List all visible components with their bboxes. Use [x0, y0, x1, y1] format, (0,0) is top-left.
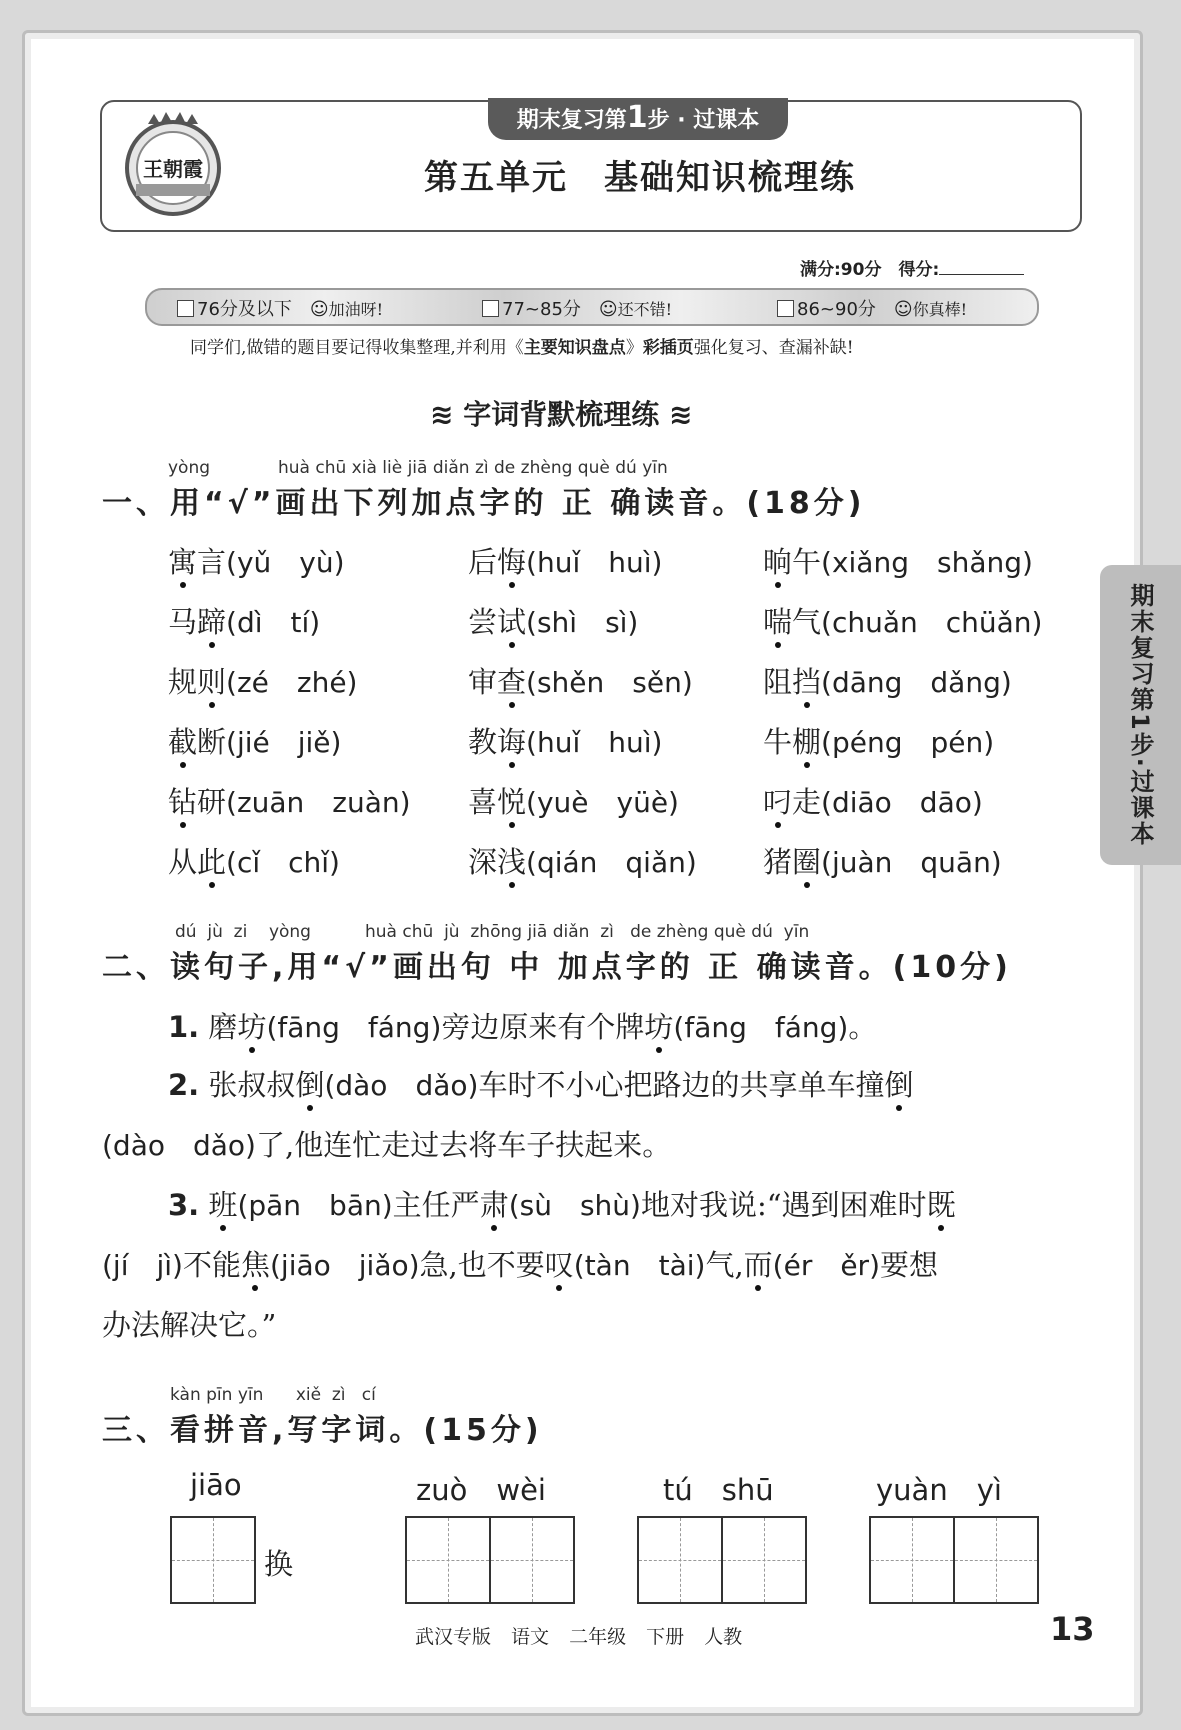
pinyin-annotation: kàn pīn yīn xiě zì cí: [170, 1385, 376, 1405]
writing-grid-4[interactable]: [869, 1516, 1039, 1604]
reading-item[interactable]: 牛棚(péng pén): [763, 725, 995, 759]
sentence-3-end: 办法解决它。”: [102, 1308, 277, 1342]
reading-item[interactable]: 截断(jié jiě): [168, 725, 342, 759]
smile-icon: ☺: [309, 299, 329, 320]
section-heading: ≋ 字词背默梳理练 ≋: [430, 398, 693, 431]
study-note: 同学们,做错的题目要记得收集整理,并利用《主要知识盘点》彩插页强化复习、查漏补缺!: [190, 338, 854, 358]
writing-grid-3[interactable]: [637, 1516, 807, 1604]
sentence-2: 2. 张叔叔倒(dào dǎo)车时不小心把路边的共享单车撞倒: [168, 1068, 914, 1102]
page-title: 第五单元 基础知识梳理练: [424, 158, 856, 198]
score-line: 满分:90分 得分:: [800, 255, 1024, 280]
reading-item[interactable]: 阻挡(dāng dǎng): [763, 665, 1012, 699]
sentence-3: 3. 班(pān bān)主任严肃(sù shù)地对我说:“遇到困难时既: [168, 1188, 956, 1222]
word-pinyin: yuàn yì: [876, 1473, 1002, 1507]
pinyin-annotation: yòng: [168, 458, 211, 478]
reading-item[interactable]: 猪圈(juàn quān): [763, 845, 1002, 879]
sentence-3-cont: (jí jì)不能焦(jiāo jiǎo)急,也不要叹(tàn tài)气,而(ér ěr)要想: [102, 1248, 939, 1282]
level-2[interactable]: 77~85分 ☺还不错!: [482, 295, 672, 321]
level-1[interactable]: 76分及以下 ☺加油呀!: [177, 295, 383, 321]
reading-item[interactable]: 尝试(shì sì): [468, 605, 639, 639]
reading-item[interactable]: 喘气(chuǎn chüǎn): [763, 605, 1043, 639]
reading-item[interactable]: 晌午(xiǎng shǎng): [763, 545, 1033, 579]
svg-text:王朝霞: 王朝霞: [143, 157, 203, 181]
word-pinyin: tú shū: [663, 1473, 774, 1507]
reading-item[interactable]: 审查(shěn sěn): [468, 665, 693, 699]
reading-item[interactable]: 马蹄(dì tí): [168, 605, 321, 639]
reading-item[interactable]: 钻研(zuān zuàn): [168, 785, 411, 819]
writing-grid-2[interactable]: [405, 1516, 575, 1604]
reading-item[interactable]: 规则(zé zhé): [168, 665, 358, 699]
reading-item[interactable]: 后悔(huǐ huì): [468, 545, 663, 579]
page-number: 13: [1050, 1610, 1095, 1648]
question-1-title: 一、用“√”画出下列加点字的 正 确读音。(18分): [102, 486, 866, 521]
checkbox-icon: [482, 300, 499, 317]
word-pinyin: zuò wèi: [416, 1473, 546, 1507]
reading-item[interactable]: 教诲(huǐ huì): [468, 725, 663, 759]
smile-icon: ☺: [893, 299, 913, 320]
given-character: 换: [264, 1547, 294, 1581]
question-2-title: 二、读句子,用“√”画出句 中 加点字的 正 确读音。(10分): [102, 950, 1012, 985]
word-pinyin: jiāo: [190, 1468, 242, 1502]
step-tag: 期末复习第1步 · 过课本: [488, 98, 788, 140]
question-3-title: 三、看拼音,写字词。(15分): [102, 1413, 543, 1448]
pinyin-annotation: dú jù zi yòng huà chū jù zhōng jiā diǎn zì de zhèng què dú yīn: [175, 922, 810, 942]
smile-icon: ☺: [598, 299, 618, 320]
reading-item[interactable]: 从此(cǐ chǐ): [168, 845, 340, 879]
level-3[interactable]: 86~90分 ☺你真棒!: [777, 295, 967, 321]
writing-grid-1[interactable]: [170, 1516, 256, 1604]
checkbox-icon: [777, 300, 794, 317]
sentence-2-cont: (dào dǎo)了,他连忙走过去将车子扶起来。: [102, 1128, 672, 1162]
pinyin-annotation: huà chū xià liè jiā diǎn zì de zhèng què dú yīn: [278, 458, 668, 478]
level-band: [145, 288, 1039, 326]
reading-item[interactable]: 寓言(yǔ yù): [168, 545, 345, 579]
reading-item[interactable]: 喜悦(yuè yüè): [468, 785, 679, 819]
footer-edition: 武汉专版 语文 二年级 下册 人教: [415, 1626, 743, 1648]
publisher-logo: [118, 106, 228, 222]
checkbox-icon: [177, 300, 194, 317]
side-tab: 期末复习第1步·过课本: [1100, 565, 1181, 865]
sentence-1: 1. 磨坊(fāng fáng)旁边原来有个牌坊(fāng fáng)。: [168, 1010, 877, 1044]
reading-item[interactable]: 叼走(diāo dāo): [763, 785, 983, 819]
reading-item[interactable]: 深浅(qián qiǎn): [468, 845, 697, 879]
